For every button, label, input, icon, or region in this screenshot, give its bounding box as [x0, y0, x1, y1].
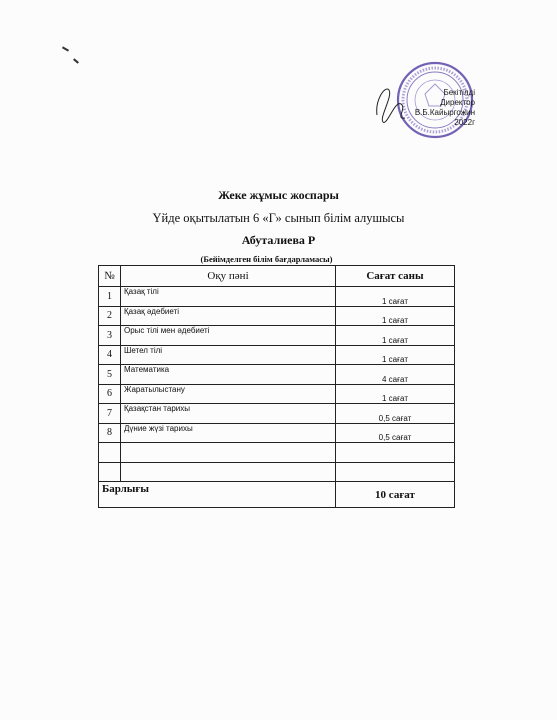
row-number: 2: [99, 306, 121, 326]
row-subject: Орыс тілі мен әдебиеті: [121, 326, 336, 346]
row-hours: 1 сағат: [336, 326, 455, 346]
stamp-name-label: В.Б.Кайыргожин: [414, 108, 475, 117]
row-subject: Дүние жүзі тарихы: [121, 423, 336, 443]
row-number: 8: [99, 423, 121, 443]
row-number: 5: [99, 365, 121, 385]
row-number: 1: [99, 287, 121, 307]
table-row: [99, 404, 455, 424]
scan-artifact: [62, 46, 69, 51]
table-row-empty: [99, 443, 455, 463]
page-subtitle: Үйде оқытылатын 6 «Г» сынып білім алушысы: [152, 211, 405, 225]
row-subject: Қазақ әдебиеті: [121, 306, 336, 326]
row-subject: Қазақ тілі: [121, 287, 336, 307]
table-row-empty: [99, 462, 455, 482]
row-subject: Шетел тілі: [121, 345, 336, 365]
empty-cell: [336, 443, 455, 463]
empty-cell: [336, 462, 455, 482]
table-row: [99, 423, 455, 443]
stamp-date-label: 2022г: [454, 118, 475, 127]
table-row: [99, 326, 455, 346]
column-header-number: №: [99, 266, 121, 287]
row-hours: 0,5 сағат: [336, 404, 455, 424]
row-hours: 0,5 сағат: [336, 423, 455, 443]
row-subject: Жаратылыстану: [121, 384, 336, 404]
row-hours: 4 сағат: [336, 365, 455, 385]
empty-cell: [121, 443, 336, 463]
row-hours: 1 сағат: [336, 287, 455, 307]
approval-stamp: [365, 60, 475, 150]
table-total-row: [99, 482, 455, 508]
empty-cell: [121, 462, 336, 482]
table-row: [99, 365, 455, 385]
total-label: Барлығы: [99, 482, 336, 508]
row-hours: 1 сағат: [336, 306, 455, 326]
total-hours: 10 сағат: [336, 482, 455, 508]
program-label: (Бейімделген білім бағдарламасы): [200, 254, 333, 264]
row-subject: Математика: [121, 365, 336, 385]
stamp-approved-label: Бекітілді: [443, 88, 475, 97]
empty-cell: [99, 462, 121, 482]
row-number: 3: [99, 326, 121, 346]
row-number: 7: [99, 404, 121, 424]
row-number: 4: [99, 345, 121, 365]
empty-cell: [99, 443, 121, 463]
plan-table: [98, 265, 455, 508]
table-row: [99, 345, 455, 365]
student-name: Абуталиева Р: [241, 233, 316, 247]
table-header-row: [99, 266, 455, 287]
stamp-position-label: Директор: [440, 98, 475, 107]
page-title: Жеке жұмыс жоспары: [218, 188, 339, 202]
table-row: [99, 306, 455, 326]
column-header-hours: Сағат саны: [336, 266, 455, 287]
row-subject: Қазақстан тарихы: [121, 404, 336, 424]
column-header-subject: Оқу пәні: [121, 266, 336, 287]
signature-icon: [377, 89, 405, 122]
row-number: 6: [99, 384, 121, 404]
table-row: [99, 287, 455, 307]
scan-artifact: [73, 58, 79, 63]
table-row: [99, 384, 455, 404]
row-hours: 1 сағат: [336, 384, 455, 404]
row-hours: 1 сағат: [336, 345, 455, 365]
